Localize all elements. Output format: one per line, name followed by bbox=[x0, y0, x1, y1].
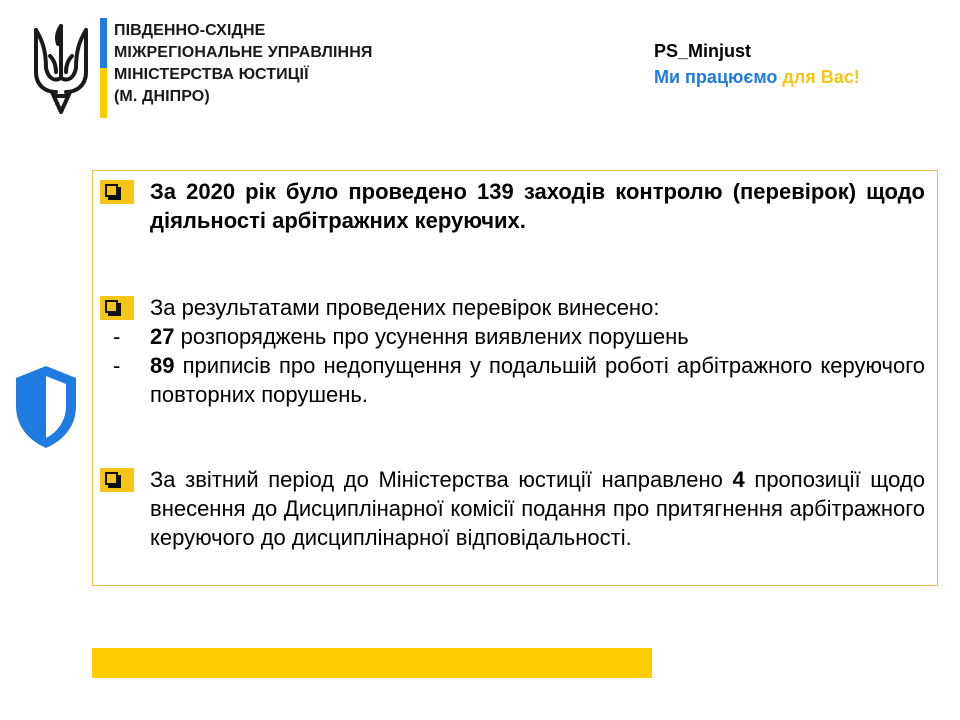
logo bbox=[30, 18, 430, 118]
shield-icon bbox=[12, 362, 80, 452]
sub-1-text: розпоряджень про усунення виявлених порушень bbox=[174, 324, 689, 349]
dash-bullet: - bbox=[113, 353, 121, 378]
checkbox-bullet-icon bbox=[100, 468, 134, 492]
slogan-part-1: Ми працюємо bbox=[654, 67, 778, 87]
item-2-sub-2 bbox=[150, 351, 925, 409]
checkbox-bullet-icon bbox=[100, 180, 134, 204]
item-3-text bbox=[150, 465, 925, 552]
item-1-text: За 2020 рік було проведено 139 заходів контролю (перевірок) щодо діяльності арбітражних керуючих. bbox=[150, 179, 925, 233]
accent-bar bbox=[92, 648, 652, 678]
org-line-3: МІНІСТЕРСТВА ЮСТИЦІЇ bbox=[114, 66, 309, 83]
brand-tag: PS_Minjust bbox=[654, 41, 752, 61]
item-3-number: 4 bbox=[732, 467, 745, 492]
org-line-1: ПІВДЕННО-СХІДНЕ bbox=[114, 22, 266, 39]
slogan-part-2: для Вас! bbox=[782, 67, 860, 87]
organization-name bbox=[114, 20, 372, 108]
dash-bullet: - bbox=[113, 324, 121, 349]
sub-1-number: 27 bbox=[150, 324, 175, 349]
sub-2-text: приписів про недопущення у подальшій роботі арбітражного керуючого повторних порушень. bbox=[150, 353, 925, 407]
checkbox-bullet-icon bbox=[100, 296, 134, 320]
flag-bar bbox=[100, 18, 107, 118]
sub-2-number: 89 bbox=[150, 353, 175, 378]
item-3-text-b: пропозиції щодо внесення до Дисциплінарної комісії подання про притягнення арбітражного керуючого до дисциплінарної відповідальності. bbox=[150, 467, 925, 550]
item-2-intro: За результатами проведених перевірок винесено: bbox=[150, 295, 660, 320]
org-line-4: (М. ДНІПРО) bbox=[114, 88, 210, 105]
tagline bbox=[654, 38, 860, 90]
slogan bbox=[654, 64, 860, 90]
org-line-2: МІЖРЕГІОНАЛЬНЕ УПРАВЛІННЯ bbox=[114, 44, 373, 61]
item-2-sub-1 bbox=[150, 322, 925, 351]
trident-icon bbox=[30, 20, 92, 116]
item-3-text-a: За звітний період до Міністерства юстиції направлено bbox=[150, 467, 723, 492]
